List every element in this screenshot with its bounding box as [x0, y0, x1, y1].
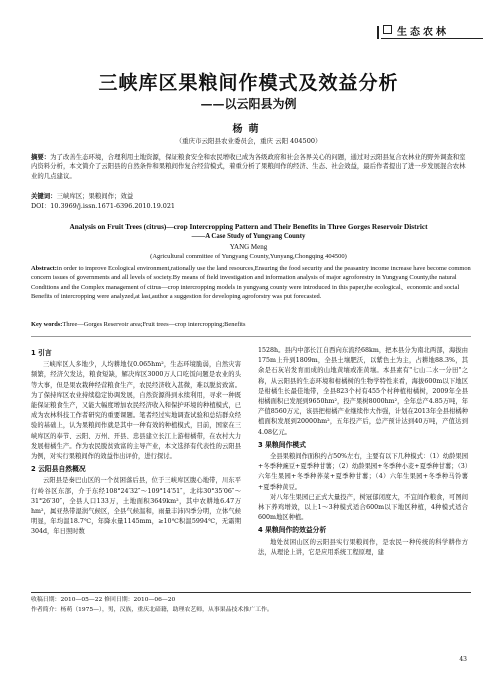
- body-column-left: [31, 346, 241, 538]
- section-heading-intro: 1 引言: [31, 349, 52, 357]
- paragraph: 1528h。县内中部长江自西向东流经68km，把本县分为南北两部，海拔由175m上升到1809m，全县土壤肥沃，以紫色土为主，占耕地88.3%，其余是石灰岩发育而成的山地黄壤或准黄壤。本县素有"七山二水一分田"之称，从云阳县的生态环境和柑橘树的生物学特性来看，海拔600m以下地区是柑橘生长最佳地带，全县823个村有455个村种植柑橘树，2009年全县柑橘面积已发展到9650hm²，投产果树8000hm²，全年总产4.85万吨，年产值8560万元，该县把柑橘产业继续作大作强，计划在2013年全县柑橘种植面积发展到20000hm²，五年投产后，总产预计达到40万吨，产值达到4.08亿元。: [258, 347, 468, 436]
- english-author: YANG Meng: [229, 243, 268, 251]
- keywords-text: 三峡库区；果粮间作；效益: [56, 192, 134, 200]
- paragraph: 三峡库区人多地少，人均耕地仅0.065hm²，生态环境脆弱，自然灾害频繁，经济欠发达，粮食短缺，解决库区3000万人口吃饭问题是农业的头等大事，但是果农栽种经营粮食生产，农民经济收入甚微，难以脱贫致富。为了保持库区农业持续稳定协调发展，自然资源得到永续利用，寻求一种既能保证粮食生产，又能大幅度增加农民经济收入和保护环境的种植模式，已成为农林科技工作者研究的重要课题。笔者经过实地调查试验和总结群众经验的基础上，认为果粮间作就是其中一种有效的种植模式，目前，国家在三峡库区的奉节、云阳、万州、开县、忠县建立长江上游柑橘带，在农村大力发展柑橘生产。作为农民脱贫致富的主导产业，本文选择有代表性的云阳县为例，对实行果粮间作的效益作出评价，进行探讨。: [31, 361, 241, 461]
- english-abstract-text: in order to improve Ecological environment,rationally use the land resources,Ensuring the food security and the peasantry income increase have become common concern issues of governments and all levels of society.By means of field investigation and information analysis of major agroforestry in Yungyang County,the natural Conditions and the Complex management of citrus—crop intercropping models in yungyang county were introduced in this paper,the ecological、economic and social Benefits of intercropping were analyzed,at last,author a suggestion for developing agroforstry was put forecasted.: [31, 265, 471, 300]
- body-column-right: [258, 346, 468, 558]
- journal-header: [381, 22, 483, 39]
- english-affiliation: (Agricultural committee of Yungyang County,Yunyang,Chongqing 404500): [150, 253, 347, 260]
- english-abstract-label: Abstract:: [31, 265, 57, 272]
- journal-section-label: 生态农林: [397, 27, 449, 38]
- paragraph: 对八年生果园已正式大量投产，树冠郁闭度大，不宜间作粮食，可图间林下养鸡增效，以上1～3种模式适合600m以下地区种植，4种模式适合600m地区种植。: [258, 493, 468, 522]
- page-number: 43: [459, 656, 467, 663]
- english-subtitle: ——A Case Study of Yungyang County: [191, 233, 306, 240]
- article-title: 三峡库区果粮间作模式及效益分析: [98, 72, 399, 94]
- abstract-label: 摘要：: [31, 153, 51, 161]
- english-abstract: [31, 264, 471, 301]
- abstract-text: 为了改善生态环境，合理利用土地资源，保证粮食安全和农民增收已成为各级政府和社会各界关心的问题，通过对云阳县复合农林业的野外调查和室内资料分析，本文简介了云阳县的自然条件和果粮间作复合经营模式，着重分析了果粮间作的经济、生态、社会效益，最后作者提出了进一步发展混合农林业的几点建议。: [31, 153, 466, 180]
- divider: [31, 336, 471, 337]
- paragraph: 地处贫困山区的云阳县实行果粮间作，是农民一种传统的科学耕作方法，从理论上讲，它是应用系统工程原理，建: [258, 538, 468, 556]
- section-heading-benefit: 4 果粮间作的效益分析: [258, 526, 327, 535]
- paragraph: 全县果粮间作面积约占50%左右，主要有以下几种模式：（1）幼龄果园+冬季种豌豆+夏季种甘薯；（2）幼龄果园+冬季种小麦+夏季种甘薯；（3）六年生果园+冬季种荞菜+夏季种甘薯；（4）六年生果园+冬季种马铃薯+夏季种黄豆。: [258, 453, 468, 491]
- abstract: [31, 153, 471, 181]
- header-box-icon: [383, 25, 392, 34]
- author-affiliation: （重庆市云阳县农业委员会，重庆 云阳 404500）: [175, 137, 322, 145]
- english-title: Analysis on Fruit Trees (citrus)—crop Intercropping Pattern and Their Benefits in Three Gorges Reservoir District: [69, 222, 428, 231]
- article-subtitle: ——以云阳县为例: [200, 97, 297, 111]
- english-keywords: [31, 320, 471, 329]
- author-name: 杨萌: [232, 124, 265, 135]
- footnote-received: 收稿日期：2010—05—22 修回日期：2010—06—20: [31, 597, 176, 603]
- english-keywords-text: Three—Gorges Reservoir area;Fruit trees—crop intercropping;Benefits: [62, 321, 246, 328]
- keywords: [31, 192, 471, 201]
- doi: DOI：10.3969/j.issn.1671-6396.2010.19.021: [31, 202, 175, 210]
- keywords-label: 关键词：: [31, 192, 57, 200]
- english-keywords-label: Key words:: [31, 321, 63, 328]
- footnote-rule: [31, 592, 471, 593]
- paragraph: 云阳县是秦巴山区的一个贫困落后县，位于三峡库区腹心地带，川东平行岭谷区东部，介于东经108°24′32″～109°14′51″，北纬30°35′06″～31°26′30″，全县人口133万，土地面积3649km²，其中农耕地6.47万hm²，属亚热带湿润气候区，全县气候温和，雨量丰沛四季分明，立体气候明显，年均温18.7℃，年降水量1145mm，≥10℃积温5994℃，无霜期304d，年日照时数: [31, 477, 241, 536]
- header-rule-icon: [377, 26, 379, 39]
- section-heading-nature: 2 云阳县自然概况: [31, 465, 86, 474]
- footnote-author-bio: 作者简介：杨萌（1975—），男，汉族，重庆北碚籍，助理农艺师，从事果品技术推广工作。: [31, 607, 273, 613]
- section-heading-pattern: 3 果粮间作模式: [258, 440, 306, 449]
